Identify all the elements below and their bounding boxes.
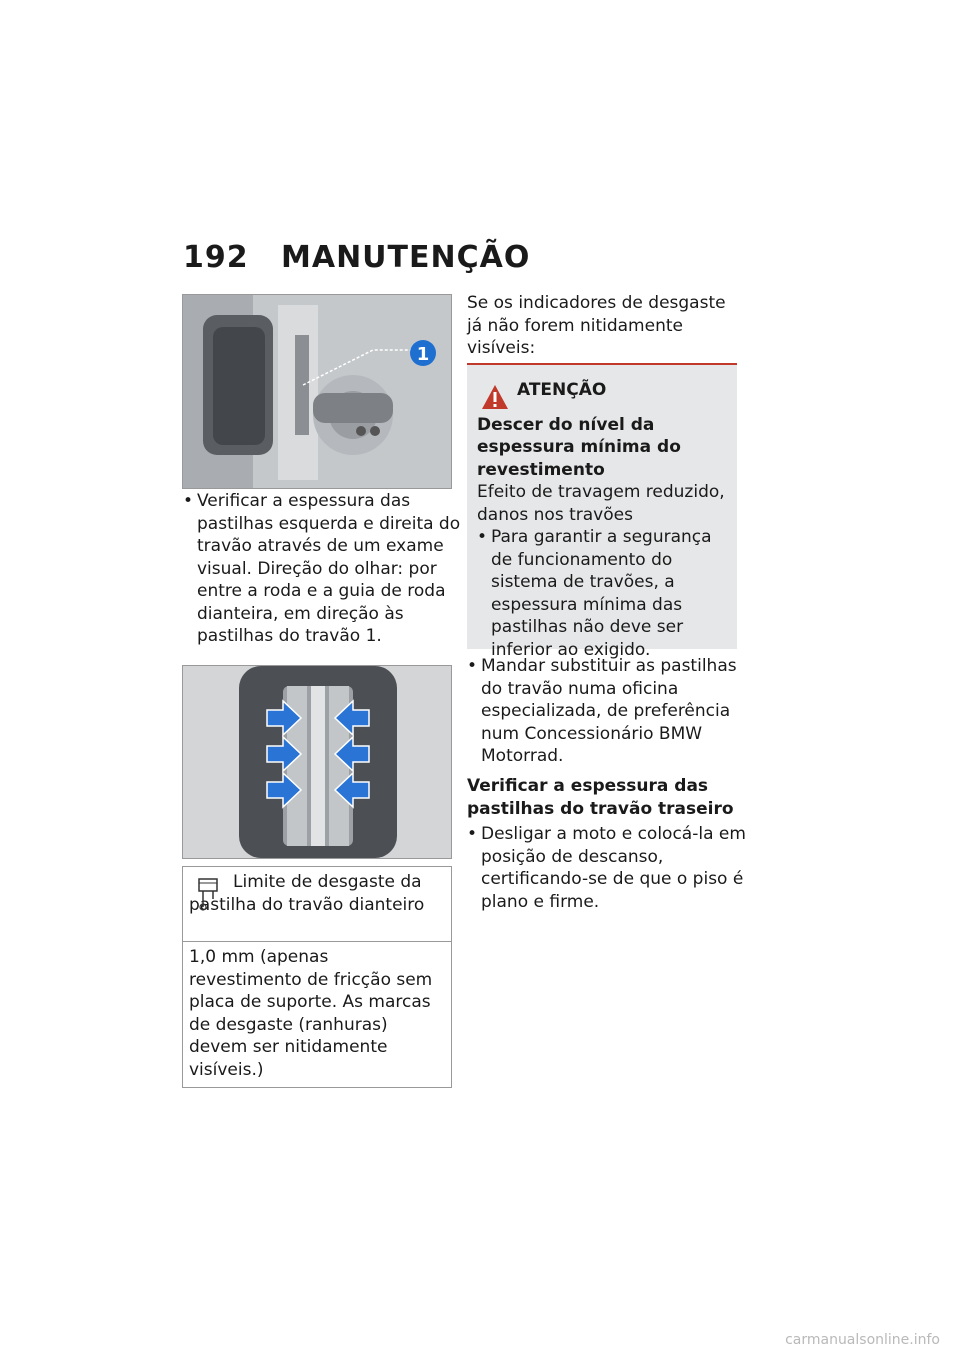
warning-title: ATENÇÃO	[517, 380, 607, 400]
bullet-icon: •	[467, 824, 478, 844]
warning-triangle-icon	[480, 383, 510, 413]
front-brake-caliper-photo	[182, 294, 452, 489]
warning-effect: Efeito de travagem reduzido, danos nos travões	[477, 482, 725, 525]
page-number: 192	[183, 240, 249, 275]
subheading: Verificar a espessura das pastilhas do travão traseiro	[467, 776, 734, 819]
page-header	[183, 240, 530, 275]
warning-box	[467, 363, 737, 660]
list-item-text: Mandar substituir as pastilhas do travão numa oficina especializada, de preferência num Concessionário BMW Motorrad.	[481, 656, 737, 766]
spec-value: 1,0 mm (apenas revestimento de fricção sem placa de suporte. As marcas de desgaste (ranhuras) devem ser nitidamente visíveis.)	[183, 941, 451, 1087]
spec-table	[182, 866, 452, 1088]
list-item	[467, 823, 751, 913]
brake-pad-wear-photo	[182, 665, 452, 859]
list-item	[183, 490, 465, 648]
warning-list-item-text: Para garantir a segurança de funcionamento do sistema de travões, a espessura mínima das pastilhas não deve ser inferior ao exigido.	[491, 527, 712, 660]
bullet-icon: •	[477, 527, 488, 547]
bullet-icon: •	[467, 656, 478, 676]
list-item-text: Desligar a moto e colocá-la em posição de descanso, certificando-se de que o piso é plano e firme.	[481, 824, 746, 912]
intro-text: Se os indicadores de desgaste já não forem nitidamente visíveis:	[467, 293, 726, 358]
list-item	[467, 655, 751, 768]
footer-watermark: carmanualsonline.info	[785, 1332, 940, 1348]
spec-label-row	[183, 867, 451, 941]
section-title: MANUTENÇÃO	[281, 240, 531, 275]
list-item-text: Verificar a espessura das pastilhas esquerda e direita do travão através de um exame visual. Direção do olhar: por entre a roda e a guia de roda dianteira, em direção às pastilhas do travão 1.	[197, 491, 461, 646]
callout-1-label: 1	[416, 344, 430, 365]
brake-pad-gauge-icon	[197, 877, 219, 911]
spec-label: Limite de desgaste da pastilha do travão dianteiro	[189, 872, 425, 915]
bullet-icon: •	[183, 491, 194, 511]
warning-heading: Descer do nível da espessura mínima do revestimento	[477, 414, 681, 480]
warning-list-item	[477, 526, 727, 661]
